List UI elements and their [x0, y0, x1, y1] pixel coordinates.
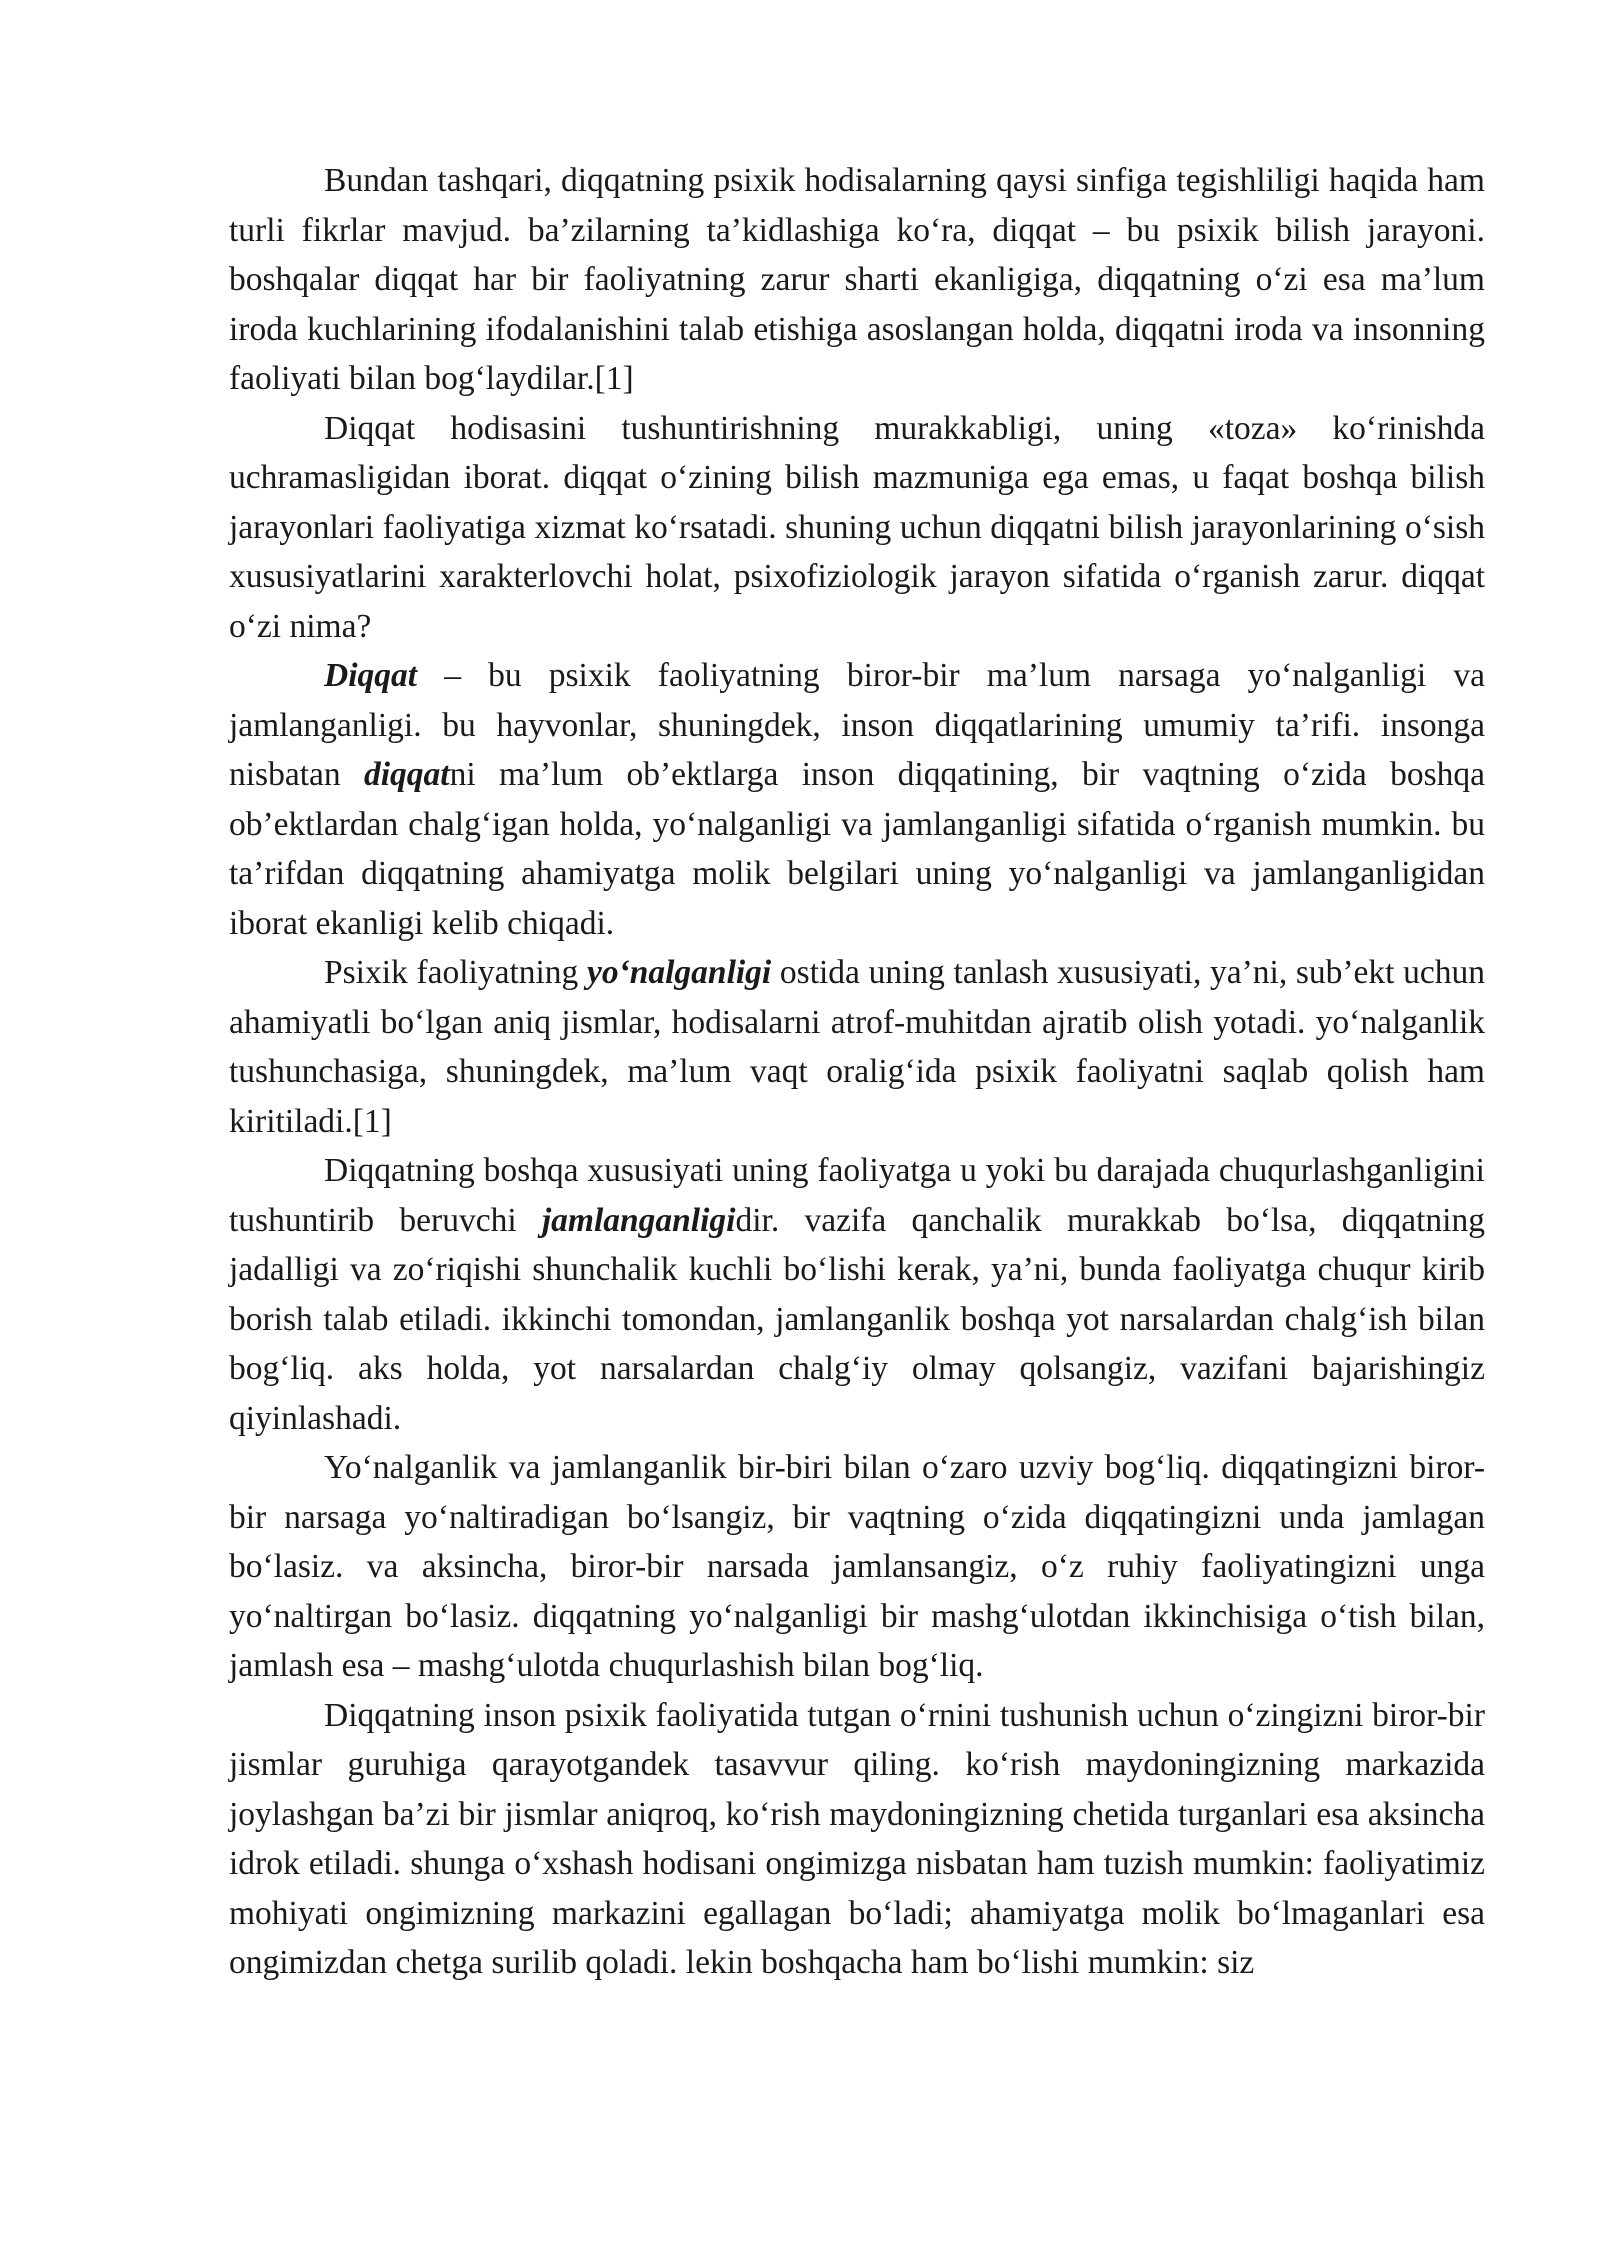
- paragraph-1-text: Bundan tashqari, diqqatning psixik hodisalarning qaysi sinfiga tegishliligi haqida ham turli fikrlar mavjud. ba’zilarning ta’kidlashiga ko‘ra, diqqat – bu psixik bilish jarayoni. boshqalar diqqat har bir faoliyatning zarur sharti ekanligiga, diqqatning o‘zi esa ma’lum iroda kuchlarining ifodalanishini talab etishiga asoslangan holda, diqqatni iroda va insonning faoliyati bilan bog‘laydilar.[1]: [229, 162, 1485, 397]
- term-diqqat: Diqqat: [324, 657, 418, 694]
- paragraph-6-text: Yo‘nalganlik va jamlanganlik bir-biri bilan o‘zaro uzviy bog‘liq. diqqatingizni biror-bir narsaga yo‘naltiradigan bo‘lsangiz, bir vaqtning o‘zida diqqatingizni unda jamlagan bo‘lasiz. va aksincha, biror-bir narsada jamlansangiz, o‘z ruhiy faoliyatingizni unga yo‘naltirgan bo‘lasiz. diqqatning yo‘nalganligi bir mashg‘ulotdan ikkinchisiga o‘tish bilan, jamlash esa – mashg‘ulotda chuqurlashish bilan bog‘liq.: [229, 1449, 1485, 1684]
- paragraph-7-text: Diqqatning inson psixik faoliyatida tutgan o‘rnini tushunish uchun o‘zingizni biror-bir jismlar guruhiga qarayotgandek tasavvur qiling. ko‘rish maydoningizning markazida joylashgan ba’zi bir jismlar aniqroq, ko‘rish maydoningizning chetida turganlari esa aksincha idrok etiladi. shunga o‘xshash hodisani ongimizga nisbatan ham tuzish mumkin: faoliyatimiz mohiyati ongimizning markazini egallagan bo‘ladi; ahamiyatga molik bo‘lmaganlari esa ongimizdan chetga surilib qoladi. lekin boshqacha ham bo‘lishi mumkin: siz: [229, 1696, 1485, 1981]
- document-body: [229, 156, 1485, 1988]
- paragraph-5-text-b: dir. vazifa qanchalik murakkab bo‘lsa, diqqatning jadalligi va zo‘riqishi shunchalik kuchli bo‘lishi kerak, ya’ni, bunda faoliyatga chuqur kirib borish talab etiladi. ikkinchi tomondan, jamlanganlik boshqa yot narsalardan chalg‘ish bilan bog‘liq. aks holda, yot narsalardan chalg‘iy olmay qolsangiz, vazifani bajarishingiz qiyinlashadi.: [229, 1201, 1485, 1437]
- paragraph-4-text-a: Psixik faoliyatning: [324, 954, 587, 991]
- paragraph-3-text-a: – bu psixik faoliyatning biror-bir ma’lum narsaga yo‘nalganligi va jamlanganligi. bu hayvonlar, shuningdek, inson diqqatlarining umumiy ta’rifi. insonga nisbatan: [229, 657, 1485, 793]
- paragraph-3-text-b: ni ma’lum ob’ektlarga inson diqqatining, bir vaqtning o‘zida boshqa ob’ektlardan chalg‘igan holda, yo‘nalganligi va jamlanganligi sifatida o‘rganish mumkin. bu ta’rifdan diqqatning ahamiyatga molik belgilari uning yo‘nalganligi va jamlanganligidan iborat ekanligi kelib chiqadi.: [229, 756, 1485, 942]
- paragraph-2-text: Diqqat hodisasini tushuntirishning murakkabligi, uning «toza» ko‘rinishda uchramasligidan iborat. diqqat o‘zining bilish mazmuniga ega emas, u faqat boshqa bilish jarayonlari faoliyatiga xizmat ko‘rsatadi. shuning uchun diqqatni bilish jarayonlarining o‘sish xususiyatlarini xarakterlovchi holat, psixofiziologik jarayon sifatida o‘rganish zarur. diqqat o‘zi nima?: [229, 409, 1485, 645]
- term-diqqat-inline: diqqat: [363, 756, 450, 793]
- paragraph-7: [229, 1691, 1485, 1988]
- paragraph-4: [229, 948, 1485, 1146]
- paragraph-5: [229, 1146, 1485, 1443]
- paragraph-6: [229, 1443, 1485, 1691]
- paragraph-3: [229, 651, 1485, 948]
- paragraph-4-text-b: ostida uning tanlash xususiyati, ya’ni, sub’ekt uchun ahamiyatli bo‘lgan aniq jismlar, hodisalarni atrof-muhitdan ajratib olish yotadi. yo‘nalganlik tushunchasiga, shuningdek, ma’lum vaqt oralig‘ida psixik faoliyatni saqlab qolish ham kiritiladi.[1]: [229, 954, 1485, 1140]
- paragraph-5-text-a: Diqqatning boshqa xususiyati uning faoliyatga u yoki bu darajada chuqurlashganligini tushuntirib beruvchi: [229, 1152, 1485, 1239]
- paragraph-2: [229, 404, 1485, 652]
- term-jamlanganligi: jamlanganligi: [541, 1201, 736, 1239]
- term-yonalganligi: yo‘nalganligi: [586, 954, 772, 991]
- paragraph-1: [229, 156, 1485, 404]
